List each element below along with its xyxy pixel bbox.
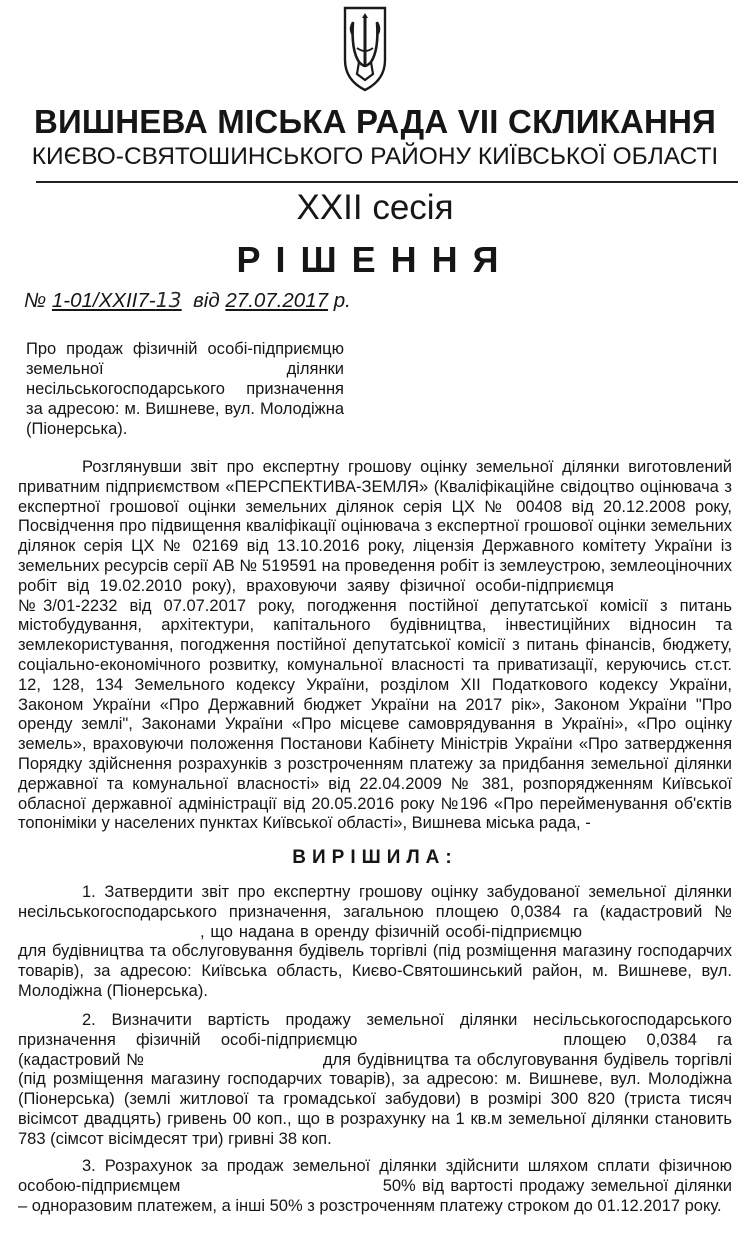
item1-text-c: для будівництва та обслуговування будівель торгівлі (під розміщення магазину господарчих товарів), за адресою: Київська область, Києво-Святошинський район, м. Вишневе, вул. Молодіжна (Піонерська). — [18, 942, 732, 1000]
year-suffix: р. — [333, 289, 351, 312]
session-label: XXII сесія — [296, 188, 454, 227]
item3-text-b: 50% від вартості продажу земельної ділянки – одноразовим платежем, а інші 50% з розстроченням платежу строком до 01.12.2017 року. — [18, 1176, 733, 1215]
header-divider — [36, 181, 738, 183]
decision-number-line — [24, 287, 351, 314]
item2-text-b: площею 0,0384 га (кадастровий № — [18, 1030, 732, 1069]
council-subtitle: КИЄВО-СВЯТОШИНСЬКОГО РАЙОНУ КИЇВСЬКОЇ ОБЛАСТІ — [31, 143, 719, 170]
decision-number-prefix: 1-01/XXII7- — [51, 289, 156, 312]
preamble-paragraph — [18, 458, 732, 834]
number-sign: № — [24, 289, 47, 312]
council-title: ВИШНЕВА МІСЬКА РАДА VII СКЛИКАННЯ — [33, 103, 717, 140]
item1-text-a: 1. Затвердити звіт про експертну грошову оцінку забудованої земельної ділянки несільськогосподарського призначення, загальною площею 0,0384 га (кадастровий № — [18, 883, 732, 921]
decision-number-handwritten: 13 — [155, 288, 182, 312]
preamble-text-part2: №3/01-2232 від 07.07.2017 року, погодження постійної депутатської комісії з питань містобудування, архітектури, капітального будівництва, інвестиційних відносин та землекористування, погодження постійної депутатської комісії з питань фінансів, бюджету, соціально-економічного розвитку, комунальної власності та приватизації, керуючись ст.ст. 12, 128, 134 Земельного кодексу України, розділом XII Податкового кодексу України, Законом України «Про Державний бюджет України на 2017 рік», Законом України "Про оренду землі", Законами України «Про місцеве самоврядування в Україні», «Про оцінку земель», враховуючи положення Постанови Кабінету Міністрів України «Про затвердження Порядку здійснення розрахунків з розстроченням платежу за придбання земельної ділянки державної та комунальної власності» від 22.04.2009 № 381, розпорядженням Київської обласної державної адміністрації від 20.05.2016 року №196 «Про перейменування об'єктів топоніміки у населених пунктах Київської області», Вишнева міська рада, - — [18, 596, 732, 833]
item2-text-c: для будівництва та обслуговування будівель торгівлі (під розміщення магазину господарчих товарів), за адресою: м. Вишневе, вул. Молодіжна (Піонерська) (землі житлової та громадської забудови) в розмірі 300 820 (триста тисяч вісімсот двадцять) гривень 00 коп., що в розрахунку на 1 кв.м земельної ділянки становить 783 (сімсот вісімдесят три) гривні 38 коп. — [18, 1050, 733, 1148]
preamble-text-part1: Розглянувши звіт про експертну грошову оцінку земельної ділянки виготовлений приватним підприємством «ПЕРСПЕКТИВА-ЗЕМЛЯ» (Кваліфікаційне свідоцтво оцінювача з експертної грошової оцінки земельних ділянок серія ЦХ № 00408 від 20.12.2008 року, Посвідчення про підвищення кваліфікації оцінювача з експертної грошової оцінки земельних ділянок серія ЦХ № 02169 від 13.10.2016 року, ліцензія Державного комітету України із земельних ресурсів серії АВ № 519591 на проведення робіт із землеустрою, землеоціночних робіт від 19.02.2010 року), враховуючи заяву фізичної особи-підприємця — [18, 458, 732, 595]
decision-number — [52, 289, 182, 312]
item1-text-b: , що надана в оренду фізичній особі-підприємцю — [200, 922, 582, 941]
decision-subject: Про продаж фізичній особі-підприємцю земельної ділянки несільськогосподарського призначення за адресою: м. Вишневе, вул. Молодіжна (Піонерська). — [26, 340, 344, 438]
resolution-item-1 — [18, 883, 732, 1002]
decision-date: 27.07.2017 — [225, 289, 329, 312]
trident-coat-of-arms-icon — [339, 4, 391, 94]
item2-text-a: 2. Визначити вартість продажу земельної ділянки несільськогосподарського призначення фізичній особі-підприємцю — [18, 1011, 732, 1049]
resolution-item-2 — [18, 1011, 732, 1150]
date-label: від — [193, 289, 220, 312]
decision-title: РІШЕННЯ — [236, 239, 514, 280]
resolution-item-3 — [18, 1157, 732, 1216]
resolved-heading: ВИРІШИЛА: — [292, 847, 458, 868]
item3-text-a: 3. Розрахунок за продаж земельної ділянки здійснити шляхом сплати фізичною особою-підприємцем — [18, 1157, 732, 1195]
